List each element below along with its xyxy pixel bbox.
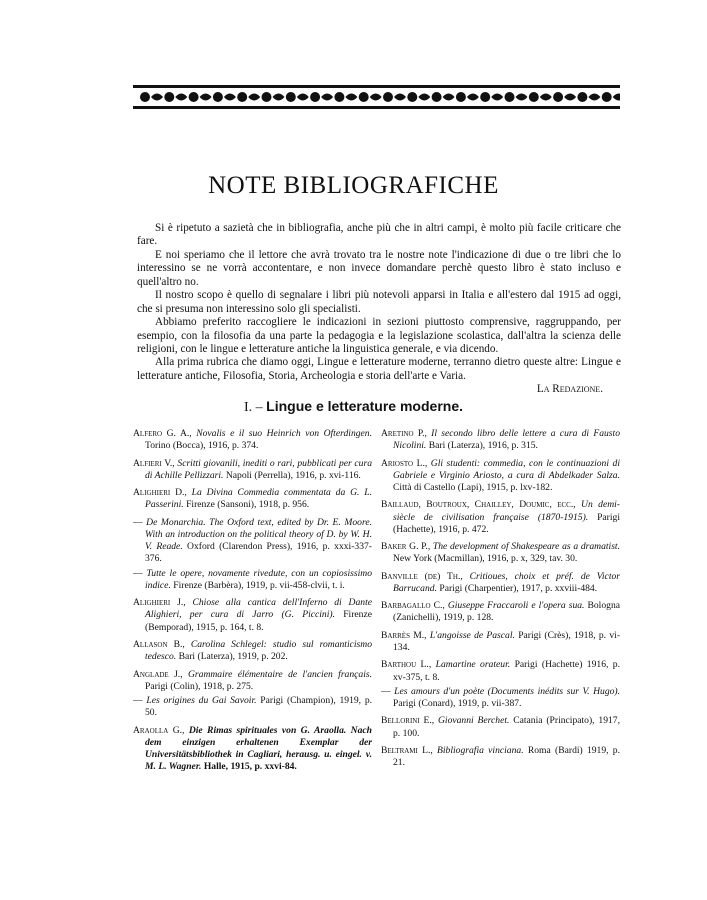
ornament-leaf <box>297 94 309 101</box>
ornament-leaf <box>248 94 260 101</box>
section-title: Lingue e letterature moderne. <box>266 398 463 414</box>
section-number: I. – <box>244 400 263 415</box>
entry-author: Araolla G., <box>133 724 185 736</box>
entry-publication: Roma (Bardi) 1919, p. 21. <box>393 744 620 769</box>
intro-paragraph: Si è ripetuto a sazietà che in bibliografia, anche più che in altri campi, è molto più facile criticare che fare. <box>137 222 621 248</box>
bibliography-entry <box>381 715 620 740</box>
intro-paragraph: Il nostro scopo è quello di segnalare i libri più notevoli apparsi in Italia e all'estero dal 1915 ad oggi, che si presuma non interessino solo gli specialisti. <box>137 289 621 315</box>
ornament-leaf <box>613 94 620 101</box>
entry-title: Tutte le opere, novamente rivedute, con un copiosissimo indice. <box>145 567 372 591</box>
entry-author: Banville (de) Th., <box>381 570 463 582</box>
entry-author: Alighieri D., <box>133 487 187 499</box>
intro-paragraph: E noi speriamo che il lettore che avrà trovato tra le nostre note l'indicazione di due o tre libri che lo interessino se ne vorrà accontentare, e non invece domandare perchè questo libro è stato incluso e quell'altro no. <box>137 248 621 288</box>
entry-author: — <box>381 685 391 697</box>
bibliography-entry <box>381 630 620 655</box>
entry-publication: Halle, 1915, p. xxvi-84. <box>203 761 297 773</box>
ornament-leaf <box>516 94 528 101</box>
entry-author: Beltrami L., <box>381 744 433 756</box>
bibliography-entry <box>381 571 620 596</box>
entry-author: — <box>133 567 143 579</box>
entry-author: Allason B., <box>133 638 185 650</box>
entry-title: Die Rimas spirituales von G. Araolla. Nach dem einzigen erhaltenen Exemplar der Universitätsbibliothek in Cagliari, herausg. u. eingel. v. M. L. Wagner. <box>145 724 372 773</box>
entry-publication: Parigi (Conard), 1919, p. vii-387. <box>393 698 522 710</box>
ornament-leaf <box>394 94 406 101</box>
entry-title: Critioues, choix et préf. de Victor Barrucand. <box>393 570 621 594</box>
ornament-leaf <box>443 94 455 101</box>
intro-paragraph: Abbiamo preferito raccogliere le indicazioni in sezioni piuttosto comprensive, raggruppando, per esempio, con la filosofia da una parte la pedagogia e la legislazione scolastica, dall'altra la scienza delle religioni, con le lingue e letterature antiche la linguistica generale, e via dicendo. <box>137 316 621 355</box>
entry-author: Alighieri J., <box>133 597 186 609</box>
bibliography-entry <box>133 487 372 512</box>
entry-publication: Parigi (Champion), 1919, p. 50. <box>145 695 373 719</box>
left-column <box>133 428 372 779</box>
bibliography-entry <box>133 458 372 483</box>
ornament-leaf <box>418 94 430 101</box>
bibliography-entry <box>133 639 372 664</box>
ornament-leaf <box>273 94 285 101</box>
decorative-ornament-band <box>133 85 620 109</box>
entry-publication: Bari (Laterza), 1919, p. 202. <box>178 651 288 663</box>
entry-title: L'angoisse de Pascal. <box>429 629 515 641</box>
bibliography-entry <box>381 499 620 536</box>
entry-publication: Torino (Bocca), 1916, p. 374. <box>145 440 259 452</box>
ornament-leaf <box>564 94 576 101</box>
bibliography-entry <box>381 686 620 711</box>
ornament-leaf <box>151 94 163 101</box>
ornament-leaf <box>370 94 382 101</box>
entry-publication: Parigi (Hachette), 1916, p. 472. <box>393 511 620 535</box>
section-heading <box>0 398 707 416</box>
entry-author: Barthou L., <box>381 659 432 671</box>
entry-author: Bellorini E., <box>381 715 435 727</box>
entry-publication: Catania (Principato), 1917, p. 100. <box>393 715 620 739</box>
bibliography-entry <box>133 725 372 774</box>
entry-author: Baillaud, Boutroux, Chailley, Doumic, ecc., <box>381 499 576 511</box>
entry-publication: Parigi (Hachette) 1916, p. xv-375, t. 8. <box>393 659 620 683</box>
entry-publication: Bari (Laterza), 1916, p. 315. <box>428 440 538 452</box>
introduction <box>137 222 621 397</box>
bibliography-entry <box>133 669 372 694</box>
entry-author: Ariosto L., <box>381 457 428 469</box>
entry-title: Gli studenti: commedia, con le continuazioni di Gabriele e Virginio Ariosto, a cura di Abdelkader Salza. <box>393 457 620 481</box>
bibliography-entry <box>133 568 372 593</box>
entry-title: Il secondo libro delle lettere a cura di Fausto Nicolini. <box>393 428 620 452</box>
entry-title: Les origines du Gai Savoir. <box>146 695 257 707</box>
right-column <box>381 428 620 774</box>
ornament-leaf <box>588 94 600 101</box>
entry-title: Giovanni Berchet. <box>437 715 510 727</box>
entry-title: The development of Shakespeare as a dramatist. <box>432 541 620 553</box>
entry-title: Carolina Schlegel: studio sul romanticismo tedesco. <box>145 638 373 663</box>
entry-publication: Oxford (Clarendon Press), 1916, p. xxxi-337-376. <box>145 541 372 565</box>
ornament-leaf <box>224 94 236 101</box>
entry-title: Bibliografia vinciana. <box>437 744 524 756</box>
ornament-motif <box>334 92 344 102</box>
ornament-leaf <box>175 94 187 101</box>
bibliography-entry <box>381 428 620 453</box>
signature: La Redazione. <box>536 383 603 396</box>
entry-author: Aretino P., <box>381 428 427 439</box>
bibliography-entry <box>133 695 372 720</box>
ornament-motif <box>456 92 466 102</box>
entry-author: Alfero G. A., <box>133 428 192 439</box>
ornament-motif <box>407 92 417 102</box>
entry-publication: Firenze (Bemporad), 1915, p. 164, t. 8. <box>145 609 372 633</box>
entry-title: Novalis e il suo Heinrich von Ofterdingen. <box>196 428 372 439</box>
intro-paragraph: Alla prima rubrica che diamo oggi, Lingue e letterature moderne, terranno dietro queste altre: Lingue e letterature antiche, Filosofia, Storia, Archeologia e storia dell'arte e Varia. <box>137 356 621 382</box>
page-title: NOTE BIBLIOGRAFICHE <box>208 172 499 199</box>
entry-publication: Bologna (Zanichelli), 1919, p. 128. <box>393 600 620 624</box>
ornament-motif <box>602 92 612 102</box>
entry-title: Scritti giovanili, inediti o rari, pubblicati per cura di Achille Pellizzari. <box>145 457 372 481</box>
ornament-motif <box>213 92 223 102</box>
entry-publication: New York (Macmillan), 1916, p. x, 329, tav. 30. <box>393 553 578 565</box>
bibliography-entry <box>133 517 372 566</box>
bibliography-entry <box>381 600 620 625</box>
ornament-motif <box>383 92 393 102</box>
ornament-motif <box>577 92 587 102</box>
entry-publication: Città di Castello (Lapi), 1915, p. lxv-182. <box>393 482 553 494</box>
bibliography-entry <box>381 745 620 770</box>
ornament-motif <box>529 92 539 102</box>
entry-title: Lamartine orateur. <box>435 659 511 671</box>
entry-author: — <box>133 695 143 707</box>
ornament-motif <box>164 92 174 102</box>
entry-publication: Firenze (Sansoni), 1918, p. 956. <box>186 499 310 511</box>
ornament-motif <box>359 92 369 102</box>
ornament-motif <box>189 92 199 102</box>
entry-title: De Monarchia. The Oxford text, edited by Dr. E. Moore. With an introduction on the political theory of D. by W. H. V. Reade. <box>145 516 372 553</box>
entry-author: Baker G. P., <box>381 541 431 553</box>
ornament-motif <box>262 92 272 102</box>
entry-author: — <box>133 516 143 528</box>
ornament-leaf <box>345 94 357 101</box>
entry-publication: Parigi (Colin), 1918, p. 275. <box>145 680 254 692</box>
bibliography-entry <box>381 541 620 566</box>
entry-author: Anglade J., <box>133 668 183 680</box>
bibliography-entry <box>381 458 620 495</box>
ornament-leaf <box>321 94 333 101</box>
entry-title: La Divina Commedia commentata da G. L. Passerini. <box>145 487 372 511</box>
entry-title: Les amours d'un poète (Documents inédits sur V. Hugo). <box>394 685 621 697</box>
ornament-motif <box>432 92 442 102</box>
entry-title: Giuseppe Fraccaroli e l'opera sua. <box>447 600 585 612</box>
entry-author: Barrès M., <box>381 629 427 641</box>
ornament-motif <box>505 92 515 102</box>
entry-title: Grammaire élémentaire de l'ancien français. <box>187 668 372 680</box>
ornament-motif <box>286 92 296 102</box>
bibliography-entry <box>133 428 372 453</box>
ornament-motif <box>553 92 563 102</box>
ornament-leaf <box>491 94 503 101</box>
ornament-motif <box>237 92 247 102</box>
entry-title: Chiose alla cantica dell'Inferno di Dante Alighieri, per cura di Jarro (G. Piccini). <box>145 597 372 621</box>
bibliography-entry <box>381 659 620 684</box>
ornament-motif <box>480 92 490 102</box>
ornament-leaf <box>200 94 212 101</box>
entry-author: Barbagallo C., <box>381 600 445 612</box>
ornament-motif <box>310 92 320 102</box>
ornament-leaf <box>540 94 552 101</box>
entry-author: Alfieri V., <box>133 457 175 469</box>
entry-publication: Parigi (Crès), 1918, p. vi-134. <box>393 629 621 653</box>
entry-publication: Napoli (Perrella), 1916, p. xvi-116. <box>225 469 361 481</box>
entry-publication: Firenze (Barbèra), 1919, p. vii-458-clvii, t. i. <box>173 579 345 591</box>
bibliography-entry <box>133 597 372 634</box>
entry-title: Un demi-siècle de civilisation française (1870-1915). <box>393 499 620 523</box>
entry-publication: Parigi (Charpentier), 1917, p. xxviii-484. <box>439 582 598 594</box>
ornament-motif <box>140 92 150 102</box>
ornament-leaf <box>467 94 479 101</box>
